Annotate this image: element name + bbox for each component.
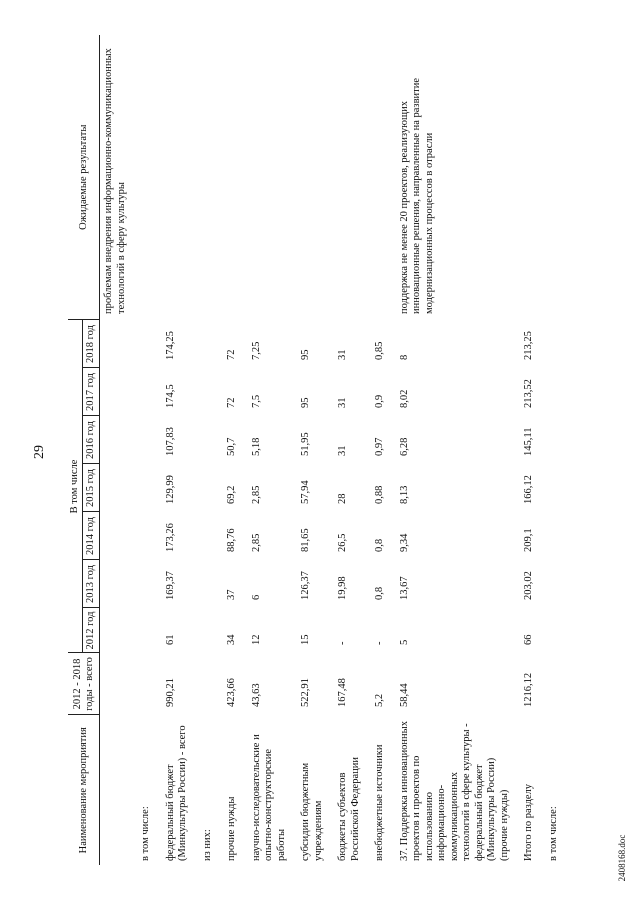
row-2017 xyxy=(137,368,162,416)
row-2015: 2,85 xyxy=(250,485,262,504)
row-result xyxy=(199,35,224,320)
header-results: Ожидаемые результаты xyxy=(68,35,100,320)
row-2012: - xyxy=(337,641,348,645)
row-2015: 129,99 xyxy=(164,475,176,504)
row-2012: 66 xyxy=(523,634,534,645)
row-2016 xyxy=(137,416,162,464)
row-total xyxy=(137,653,162,715)
row-name: из них: xyxy=(201,829,213,861)
header-year-2016: 2016 год xyxy=(83,416,100,464)
table-row xyxy=(297,35,334,865)
row-2013: 37 xyxy=(226,589,237,600)
row-2014: 2,85 xyxy=(250,533,262,552)
row-2012 xyxy=(545,608,570,653)
row-2016: 6,28 xyxy=(398,437,410,456)
row-2012 xyxy=(137,608,162,653)
row-2013 xyxy=(199,560,224,608)
row-total: 58,44 xyxy=(398,683,410,707)
row-2013: 19,98 xyxy=(337,576,348,600)
table-row xyxy=(137,35,162,865)
row-2015: 57,94 xyxy=(300,480,311,504)
row-2013 xyxy=(100,560,138,608)
row-total: 522,91 xyxy=(300,678,311,707)
row-2012 xyxy=(199,608,224,653)
row-total: 43,63 xyxy=(250,683,262,707)
row-2016: 107,83 xyxy=(164,427,176,456)
row-2016: 5,18 xyxy=(250,437,262,456)
row-total xyxy=(199,653,224,715)
row-name xyxy=(100,715,138,865)
row-2017: 95 xyxy=(300,397,311,408)
row-2013: 169,37 xyxy=(164,571,176,600)
row-total xyxy=(100,653,138,715)
row-name: в том числе: xyxy=(140,806,151,861)
row-name: бюджеты субъектов Российской Федерации xyxy=(337,757,361,861)
row-2017 xyxy=(199,368,224,416)
row-2016 xyxy=(199,416,224,464)
row-2015 xyxy=(545,464,570,512)
row-name: субсидии бюджетным учреждениям xyxy=(300,762,324,861)
row-2014: 0,8 xyxy=(374,538,385,552)
row-2017: 8,02 xyxy=(398,389,410,408)
row-2015: 0,88 xyxy=(374,485,385,504)
row-2015: 28 xyxy=(337,493,348,504)
row-2017: 7,5 xyxy=(250,394,262,408)
document-id: 2408168.doc xyxy=(617,834,627,882)
row-name: Итого по разделу xyxy=(523,783,534,861)
row-2015 xyxy=(137,464,162,512)
header-in-total: В том числе xyxy=(68,320,83,653)
row-name: федеральный бюджет (Минкультуры России) - всего xyxy=(164,725,188,861)
row-name: прочие нужды xyxy=(226,796,237,861)
row-2017 xyxy=(100,368,138,416)
row-2012 xyxy=(100,608,138,653)
table-row xyxy=(162,35,199,865)
row-result xyxy=(297,35,334,320)
row-result xyxy=(223,35,248,320)
row-2013: 6 xyxy=(250,594,262,600)
row-2016 xyxy=(545,416,570,464)
row-name: 37. Поддержка инновационных проектов и проектов по использованию информационно-коммуникационных технологий в сфере культуры - федеральный бюджет (Минкультуры России) (прочие нужды) xyxy=(398,721,510,861)
row-2014: 26,5 xyxy=(337,533,348,552)
row-name: внебюджетные источники xyxy=(374,744,385,861)
rotated-table-area xyxy=(68,35,608,865)
row-2012: 61 xyxy=(164,634,176,645)
row-name: в том числе: xyxy=(547,806,559,861)
row-result: проблемам внедрения информационно-коммуникационных технологий в сферу культуры xyxy=(103,48,127,314)
row-2018 xyxy=(137,320,162,368)
funding-table xyxy=(68,35,569,865)
row-2016: 0,97 xyxy=(374,437,385,456)
row-2018: 95 xyxy=(300,349,311,360)
header-name: Наименование мероприятия xyxy=(68,715,100,865)
row-2015: 69,2 xyxy=(226,485,237,504)
table-row xyxy=(334,35,371,865)
row-2018: 72 xyxy=(226,349,237,360)
row-2018: 31 xyxy=(337,349,348,360)
row-2016: 31 xyxy=(337,445,348,456)
row-2017 xyxy=(545,368,570,416)
row-2012: 34 xyxy=(226,634,237,645)
row-2014 xyxy=(100,512,138,560)
table-row xyxy=(396,35,521,865)
header-year-2014: 2014 год xyxy=(83,512,100,560)
header-year-2015: 2015 год xyxy=(83,464,100,512)
table-row xyxy=(371,35,396,865)
row-2017: 31 xyxy=(337,397,348,408)
row-2015: 166,12 xyxy=(523,475,534,504)
row-2013 xyxy=(545,560,570,608)
table-row xyxy=(545,35,570,865)
row-name: научно-исследовательские и опытно-конструкторские работы xyxy=(250,734,287,861)
row-result xyxy=(248,35,298,320)
header-year-2012: 2012 год xyxy=(83,608,100,653)
row-2018: 7,25 xyxy=(250,341,262,360)
row-2013: 0,8 xyxy=(374,586,385,600)
row-2012: 5 xyxy=(398,639,410,645)
row-2018 xyxy=(545,320,570,368)
row-2018: 0,85 xyxy=(374,341,385,360)
row-2015 xyxy=(199,464,224,512)
row-2017: 72 xyxy=(226,397,237,408)
row-2017: 0,9 xyxy=(374,394,385,408)
row-total: 167,48 xyxy=(337,678,348,707)
row-2017: 213,52 xyxy=(523,379,534,408)
row-2013: 203,02 xyxy=(523,571,534,600)
row-result xyxy=(334,35,371,320)
row-2016: 51,95 xyxy=(300,432,311,456)
row-total: 1216,12 xyxy=(523,672,534,707)
row-result: поддержка не менее 20 проектов, реализующих инновационные решения, направленные на развитие модернизационных процессов в отрасли xyxy=(398,77,435,314)
row-2015: 8,13 xyxy=(398,485,410,504)
row-2014: 88,76 xyxy=(226,528,237,552)
row-2018 xyxy=(199,320,224,368)
table-row xyxy=(248,35,298,865)
row-2014: 9,34 xyxy=(398,533,410,552)
page-number: 29 xyxy=(32,445,47,459)
row-2014: 209,1 xyxy=(523,528,534,552)
row-2018: 8 xyxy=(398,354,410,360)
row-2018 xyxy=(100,320,138,368)
row-total: 5,2 xyxy=(374,693,385,707)
row-2018: 213,25 xyxy=(523,331,534,360)
row-total xyxy=(545,653,570,715)
row-2018: 174,25 xyxy=(164,331,176,360)
table-row xyxy=(223,35,248,865)
row-result xyxy=(520,35,545,320)
table-row xyxy=(199,35,224,865)
row-2012: 15 xyxy=(300,634,311,645)
row-2014 xyxy=(137,512,162,560)
table-row xyxy=(520,35,545,865)
header-total: 2012 - 2018 годы - всего xyxy=(68,653,100,715)
header-year-2018: 2018 год xyxy=(83,320,100,368)
header-year-2013: 2013 год xyxy=(83,560,100,608)
row-total: 423,66 xyxy=(226,678,237,707)
row-result xyxy=(371,35,396,320)
row-2013 xyxy=(137,560,162,608)
row-result xyxy=(162,35,199,320)
row-2017: 174,5 xyxy=(164,384,176,408)
header-year-2017: 2017 год xyxy=(83,368,100,416)
row-2014: 173,26 xyxy=(164,523,176,552)
row-result xyxy=(137,35,162,320)
row-2014 xyxy=(199,512,224,560)
row-result xyxy=(545,35,570,320)
row-2016: 50,7 xyxy=(226,437,237,456)
row-2016: 145,11 xyxy=(523,427,534,456)
row-2014 xyxy=(545,512,570,560)
row-2015 xyxy=(100,464,138,512)
row-2013: 13,67 xyxy=(398,576,410,600)
row-2014: 81,65 xyxy=(300,528,311,552)
row-2012: - xyxy=(374,641,385,645)
row-2013: 126,37 xyxy=(300,571,311,600)
table-row xyxy=(100,35,138,865)
row-2012: 12 xyxy=(250,634,262,645)
row-2016 xyxy=(100,416,138,464)
row-total: 990,21 xyxy=(164,678,176,707)
